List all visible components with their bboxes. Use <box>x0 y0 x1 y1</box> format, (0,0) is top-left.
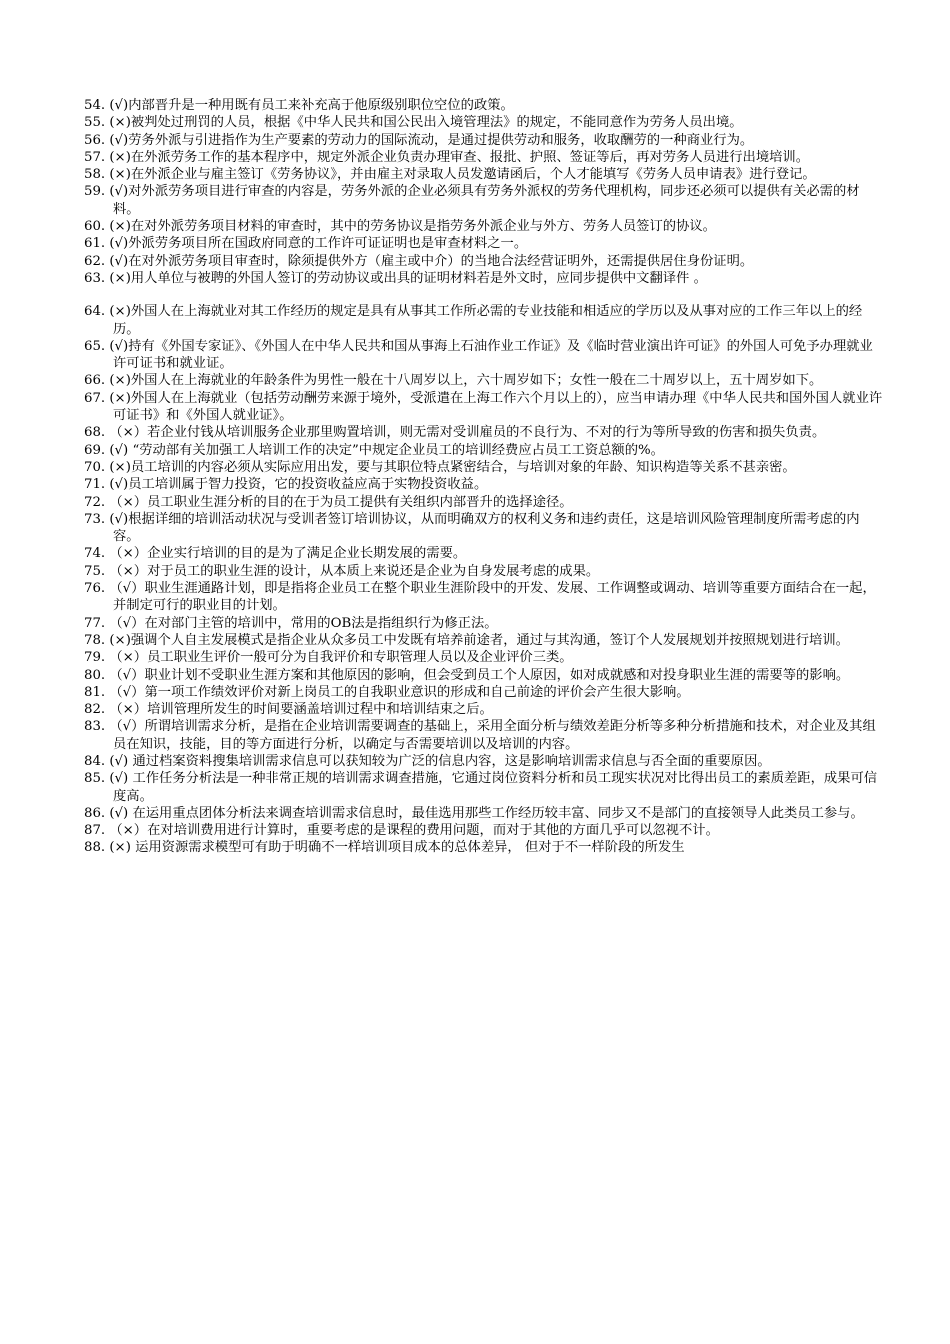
list-item: 56. (√)劳务外派与引进指作为生产要素的劳动力的国际流动，是通过提供劳动和服务，收取酬劳的一种商业行为。 <box>84 132 754 148</box>
list-item: 60. (×)在对外派劳务项目材料的审查时，其中的劳务协议是指劳务外派企业与外方、劳务人员签订的协议。 <box>84 219 716 235</box>
list-item: 74. （×）企业实行培训的目的是为了满足企业长期发展的需要。 <box>84 546 467 562</box>
question-list <box>84 97 884 857</box>
list-item: 66. (×)外国人在上海就业的年龄条件为男性一般在十八周岁以上，六十周岁如下；女性一般在二十周岁以上，五十周岁如下。 <box>84 373 823 389</box>
list-item: 84. (√) 通过档案资料搜集培训需求信息可以获知较为广泛的信息内容，这是影响培训需求信息与否全面的重要原因。 <box>84 753 771 769</box>
list-item: 85. (√) 工作任务分析法是一种非常正规的培训需求调查措施，它通过岗位资料分析和员工现实状况对比得出员工的素质差距，成果可信度高。 <box>84 771 878 804</box>
list-item: 70. (×)员工培训的内容必须从实际应用出发，要与其职位特点紧密结合，与培训对象的年龄、知识构造等关系不甚亲密。 <box>84 459 796 475</box>
list-item: 54. (√)内部晋升是一种用既有员工来补充高于他原级别职位空位的政策。 <box>84 98 514 113</box>
list-item: 59. (√)对外派劳务项目进行审查的内容是，劳务外派的企业必须具有劳务外派权的劳务代理机构，同步还必须可以提供有关必需的材料。 <box>84 184 860 217</box>
list-item: 68. （×）若企业付钱从培训服务企业那里购置培训，则无需对受训雇员的不良行为、不对的行为等所导致的伤害和损失负责。 <box>84 425 826 441</box>
list-item: 58. (×)在外派企业与雇主签订《劳务协议》，并由雇主对录取人员发邀请函后，个人才能填写《劳务人员申请表》进行登记。 <box>84 167 816 183</box>
list-item: 67. (×)外国人在上海就业（包括劳动酬劳来源于境外，受派遣在上海工作六个月以上的），应当申请办理《中华人民共和国外国人就业许可证书》和《外国人就业证》。 <box>84 390 883 424</box>
list-item: 80. （√）职业计划不受职业生涯方案和其他原因的影响，但会受到员工个人原因，如对成就感和对投身职业生涯的需要等的影响。 <box>84 667 850 683</box>
list-item: 64. (×)外国人在上海就业对其工作经历的规定是具有从事其工作所必需的专业技能和相适应的学历以及从事对应的工作三年以上的经历。 <box>84 304 863 337</box>
list-item: 57. (×)在外派劳务工作的基本程序中，规定外派企业负责办理审查、报批、护照、签证等后，再对劳务人员进行出境培训。 <box>84 149 810 165</box>
list-item: 88. (×) 运用资源需求模型可有助于明确不一样培训项目成本的总体差异， 但对于不一样阶段的所发生 <box>84 840 685 856</box>
list-item: 71. (√)员工培训属于智力投资，它的投资收益应高于实物投资收益。 <box>84 477 488 493</box>
list-item: 79. （×）员工职业生评价一般可分为自我评价和专职管理人员以及企业评价三类。 <box>84 650 573 666</box>
list-item: 81. （√）第一项工作绩效评价对新上岗员工的自我职业意识的形成和自己前途的评价会产生很大影响。 <box>84 684 690 700</box>
list-item: 73. (√)根据详细的培训活动状况与受训者签订培训协议，从而明确双方的权利义务和违约责任，这是培训风险管理制度所需考虑的内容。 <box>84 511 860 545</box>
list-item: 65. (√)持有《外国专家证》、《外国人在中华人民共和国从事海上石油作业工作证》及《临时营业演出许可证》的外国人可免予办理就业许可证书和就业证。 <box>84 338 873 372</box>
list-item: 83. （√）所谓培训需求分析，是指在企业培训需要调查的基础上，采用全面分析与绩效差距分析等多种分析措施和技术，对企业及其组员在知识，技能，目的等方面进行分析，以确定与否需要培训以及培训的内容。 <box>84 719 876 752</box>
list-item: 72. （×）员工职业生涯分析的目的在于为员工提供有关组织内部晋升的选择途径。 <box>84 494 573 510</box>
list-item: 77. （√）在对部门主管的培训中，常用的OB法是指组织行为修正法。 <box>84 615 498 631</box>
list-item: 76. （√）职业生涯通路计划，即是指将企业员工在整个职业生涯阶段中的开发、发展、工作调整或调动、培训等重要方面结合在一起，并制定可行的职业目的计划。 <box>84 581 876 614</box>
list-item: 69. (√) “劳动部有关加强工人培训工作的决定”中规定企业员工的培训经费应占员工工资总额的%。 <box>84 442 664 458</box>
list-item: 63. (×)用人单位与被聘的外国人签订的劳动协议或出具的证明材料若是外文时，应同步提供中文翻译件 。 <box>84 270 707 286</box>
list-item: 55. (×)被判处过刑罚的人员，根据《中华人民共和国公民出入境管理法》的规定，不能同意作为劳务人员出境。 <box>84 115 743 131</box>
list-item: 61. (√)外派劳务项目所在国政府同意的工作许可证证明也是审查材料之一。 <box>84 236 528 252</box>
list-item: 75. （×）对于员工的职业生涯的设计，从本质上来说还是企业为自身发展考虑的成果。 <box>84 563 600 579</box>
list-item: 82. （×）培训管理所发生的时间要涵盖培训过程中和培训结束之后。 <box>84 702 493 718</box>
list-item: 62. (√)在对外派劳务项目审查时，除须提供外方（雇主或中介）的当地合法经营证明外，还需提供居住身份证明。 <box>84 253 754 269</box>
list-item: 78. (×)强调个人自主发展模式是指企业从众多员工中发既有培养前途者，通过与其沟通，签订个人发展规划并按照规划进行培训。 <box>84 632 849 648</box>
list-item: 87. （×）在对培训费用进行计算时，重要考虑的是课程的费用问题，而对于其他的方面几乎可以忽视不计。 <box>84 823 719 839</box>
list-item: 86. (√) 在运用重点团体分析法来调查培训需求信息时，最佳选用那些工作经历较丰富、同步又不是部门的直接领导人此类员工参与。 <box>84 805 864 821</box>
